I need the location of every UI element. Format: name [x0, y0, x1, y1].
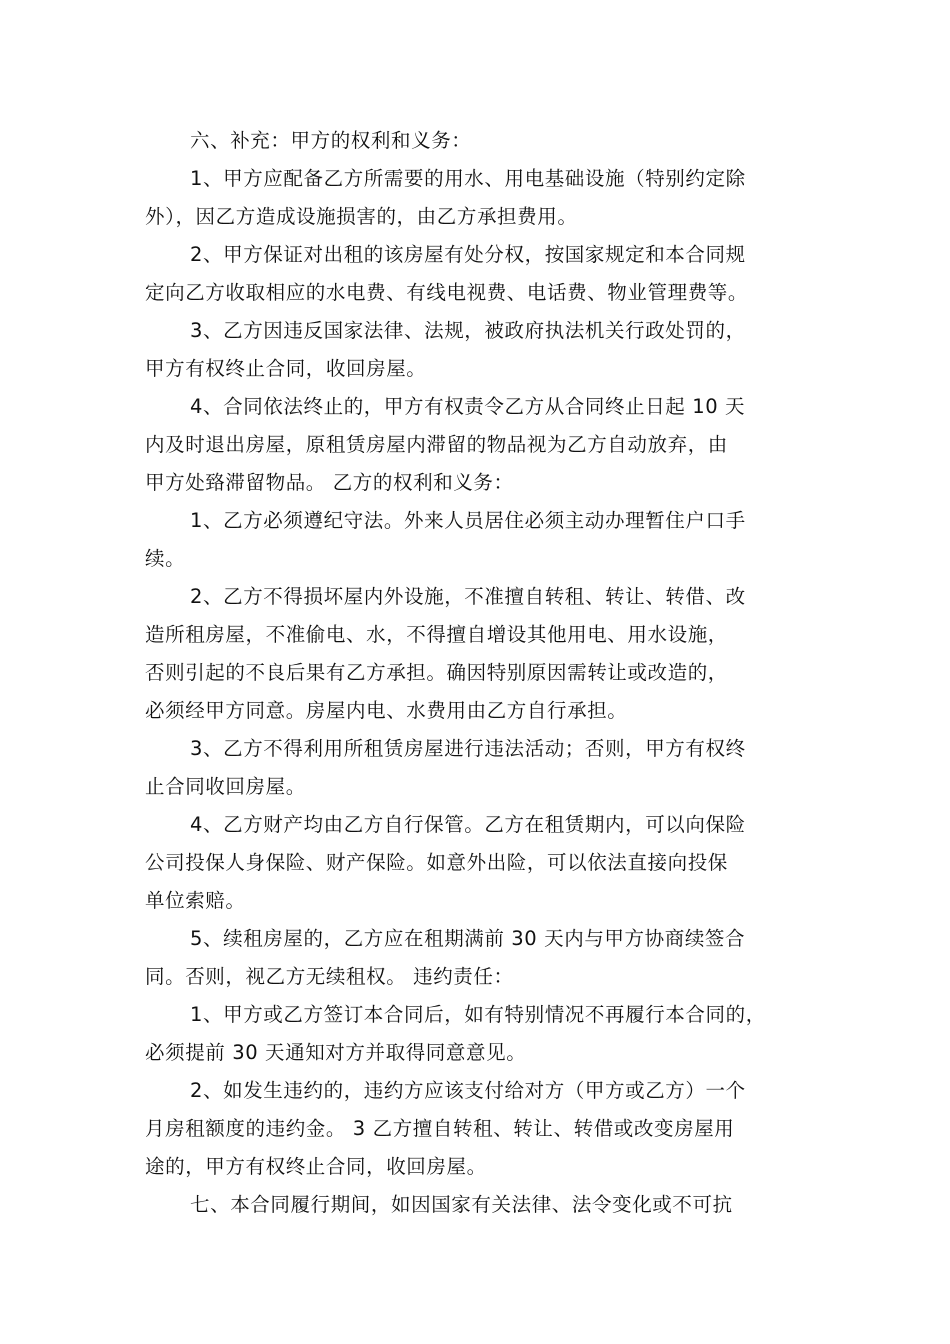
text-line: 同。否则，视乙方无续租权。 违约责任： [145, 965, 514, 988]
text-line: 必须提前 30 天通知对方并取得同意意见。 [145, 1041, 527, 1064]
text-line: 1、乙方必须遵纪守法。外来人员居住必须主动办理暂住户口手 [190, 509, 746, 532]
text-line: 2、甲方保证对出租的该房屋有处分权，按国家规定和本合同规 [190, 243, 746, 266]
text-line: 1、甲方应配备乙方所需要的用水、用电基础设施（特别约定除 [190, 167, 746, 190]
text-line: 月房租额度的违约金。 3 乙方擅自转租、转让、转借或改变房屋用 [145, 1117, 735, 1140]
text-line: 公司投保人身保险、财产保险。如意外出险，可以依法直接向投保 [145, 851, 728, 874]
text-line: 途的，甲方有权终止合同，收回房屋。 [145, 1155, 487, 1178]
text-line: 3、乙方因违反国家法律、法规，被政府执法机关行政处罚的， [190, 319, 746, 342]
text-line: 2、如发生违约的，违约方应该支付给对方（甲方或乙方）一个 [190, 1079, 746, 1102]
text-line: 单位索赔。 [145, 889, 246, 912]
text-line: 造所租房屋，不准偷电、水，不得擅自增设其他用电、用水设施， [145, 623, 728, 646]
text-line: 4、合同依法终止的，甲方有权责令乙方从合同终止日起 10 天 [190, 395, 746, 418]
text-line: 4、乙方财产均由乙方自行保管。乙方在租赁期内，可以向保险 [190, 813, 746, 836]
text-line: 定向乙方收取相应的水电费、有线电视费、电话费、物业管理费等。 [145, 281, 749, 304]
text-line: 七、本合同履行期间，如因国家有关法律、法令变化或不可抗 [190, 1193, 733, 1216]
text-line: 甲方处臵滞留物品。 乙方的权利和义务： [145, 471, 514, 494]
text-line: 甲方有权终止合同，收回房屋。 [145, 357, 427, 380]
text-line: 5、续租房屋的，乙方应在租期满前 30 天内与甲方协商续签合 [190, 927, 746, 950]
text-line: 2、乙方不得损坏屋内外设施，不准擅自转租、转让、转借、改 [190, 585, 746, 608]
text-line: 止合同收回房屋。 [145, 775, 306, 798]
text-line: 必须经甲方同意。房屋内电、水费用由乙方自行承担。 [145, 699, 628, 722]
text-line: 六、补充：甲方的权利和义务： [190, 129, 472, 152]
text-line: 外），因乙方造成设施损害的，由乙方承担费用。 [145, 205, 578, 228]
text-line: 3、乙方不得利用所租赁房屋进行违法活动；否则，甲方有权终 [190, 737, 746, 760]
text-line: 否则引起的不良后果有乙方承担。确因特别原因需转让或改造的， [145, 661, 728, 684]
text-line: 内及时退出房屋，原租赁房屋内滞留的物品视为乙方自动放弃，由 [145, 433, 728, 456]
text-line: 1、甲方或乙方签订本合同后，如有特别情况不再履行本合同的， [190, 1003, 766, 1026]
text-line: 续。 [145, 547, 186, 570]
